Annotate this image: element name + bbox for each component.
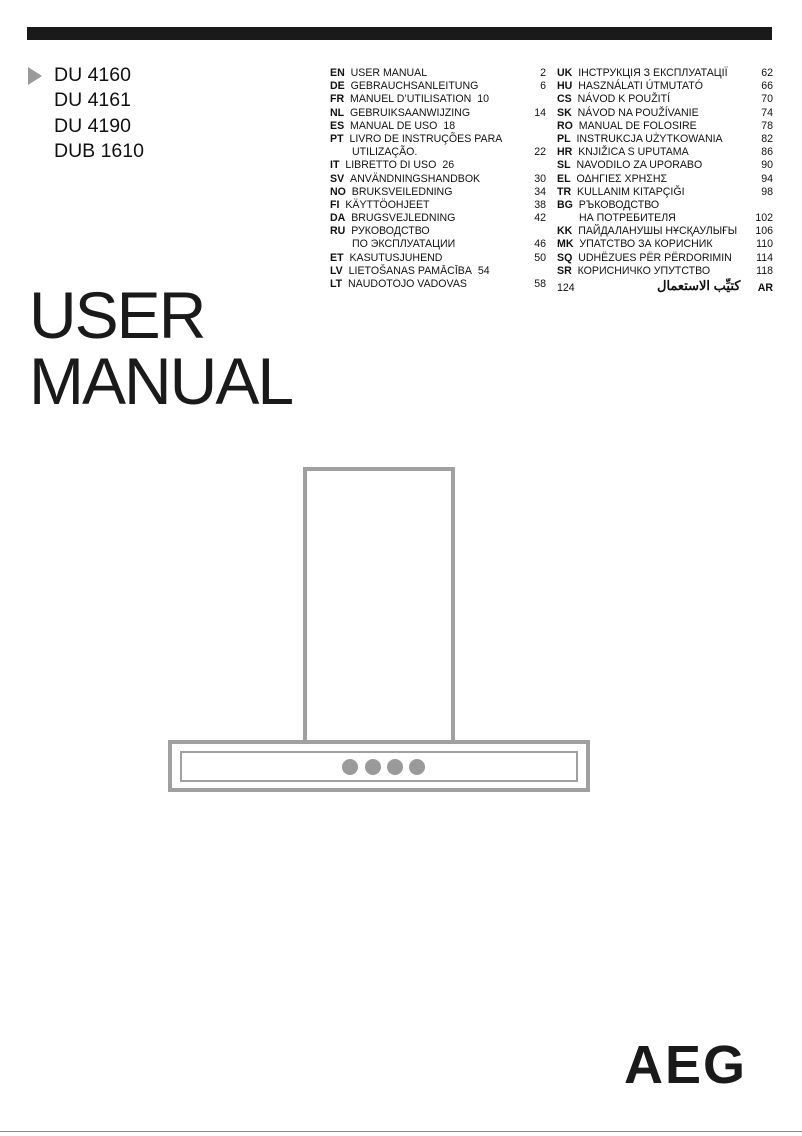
toc-language-code: EN (330, 67, 345, 79)
toc-right-column (557, 67, 773, 294)
toc-page-number: 58 (534, 278, 546, 291)
toc-entry (330, 107, 546, 120)
toc-entry (557, 252, 773, 265)
toc-page-number: 6 (540, 80, 546, 93)
toc-language-code: SK (557, 106, 572, 119)
toc-title: MANUAL DE FOLOSIRE (578, 119, 697, 132)
toc-language-code: MK (557, 238, 574, 251)
toc-entry (557, 199, 773, 225)
toc-entry (557, 225, 773, 238)
toc-language-code: SR (557, 264, 572, 277)
toc-language-code: ET (330, 251, 344, 264)
toc-page-number: 110 (756, 238, 773, 251)
toc-entry (330, 265, 546, 278)
model-item: DUB 1610 (54, 139, 144, 162)
document-title: USER MANUAL (29, 278, 293, 418)
toc-page-number: 124 (557, 282, 575, 295)
toc-title: HASZNÁLATI ÚTMUTATÓ (578, 80, 703, 93)
toc-title: LIVRO DE INSTRUÇÕES PARA (349, 132, 503, 145)
toc-entry (330, 67, 546, 80)
toc-title: РЪКОВОДСТВО (578, 198, 660, 211)
toc-page-number: 14 (534, 106, 546, 119)
toc-title: GEBRUIKSAANWIJZING (350, 106, 471, 119)
toc-page-number: 22 (534, 146, 546, 159)
toc-language-code: NO (330, 185, 346, 198)
toc-language-code: PT (330, 132, 344, 145)
toc-language-code: SQ (557, 251, 573, 264)
bottom-divider (0, 1131, 802, 1132)
toc-title: NÁVOD NA POUŽÍVANIE (577, 106, 699, 119)
hood-button-icon (342, 759, 358, 775)
toc-entry (557, 80, 773, 93)
toc-language-code: RO (557, 119, 573, 132)
toc-entry (557, 67, 773, 80)
toc-page-number: 30 (534, 172, 546, 185)
toc-title: UDHËZUES PËR PËRDORIMIN (578, 251, 732, 264)
toc-entry (557, 93, 773, 106)
toc-language-code: SL (557, 159, 571, 172)
toc-language-code: BG (557, 198, 573, 211)
toc-language-code: UK (557, 67, 573, 79)
toc-title: GEBRAUCHSANLEITUNG (350, 80, 479, 93)
toc-language-code: EL (557, 172, 571, 185)
toc-title: NAUDOTOJO VADOVAS (348, 278, 467, 291)
toc-page-number: 94 (761, 172, 773, 185)
toc-entry (330, 278, 546, 291)
toc-language-code: CS (557, 93, 572, 106)
toc-entry (330, 199, 546, 212)
toc-title: ПАЙДАЛАНУШЫ НҰСҚАУЛЫҒЫ (578, 225, 738, 238)
toc-entry (330, 225, 546, 251)
toc-title: NAVODILO ZA UPORABO (576, 159, 703, 172)
toc-entry (330, 186, 546, 199)
toc-title-continued: ПО ЭКСПЛУАТАЦИИ (352, 238, 456, 251)
toc-language-code: DE (330, 80, 345, 93)
toc-title: ІНСТРУКЦІЯ З ЕКСПЛУАТАЦІЇ (578, 67, 728, 79)
toc-page-number: 46 (534, 238, 546, 251)
model-item: DU 4161 (54, 89, 131, 112)
hood-button-icon (365, 759, 381, 775)
toc-title: BRUGSVEJLEDNING (351, 212, 456, 225)
toc-language-code: PL (557, 132, 571, 145)
model-item: DU 4190 (54, 114, 131, 137)
toc-page-number: 82 (761, 132, 773, 145)
toc-title: MANUAL DE USO (350, 119, 438, 132)
toc-page-number: 66 (761, 80, 773, 93)
toc-page-number: 90 (761, 159, 773, 172)
toc-page-number: 42 (534, 212, 546, 225)
toc-language-code: LT (330, 278, 343, 291)
toc-entry (330, 80, 546, 93)
toc-entry (557, 265, 773, 278)
toc-left-column (330, 67, 546, 291)
toc-page-number: 102 (755, 212, 773, 225)
toc-entry (330, 159, 546, 172)
toc-title: كتيِّب الاستعمال (657, 278, 741, 294)
toc-entry (557, 133, 773, 146)
toc-page-number: 74 (761, 106, 773, 119)
toc-page-number: 2 (540, 67, 546, 79)
model-list (27, 63, 144, 164)
toc-language-code: FR (330, 93, 345, 106)
toc-entry (330, 252, 546, 265)
toc-page-number: 10 (477, 93, 490, 106)
toc-page-number: 98 (761, 185, 773, 198)
toc-page-number: 34 (534, 185, 546, 198)
toc-page-number: 26 (442, 159, 455, 172)
hood-button-icon (387, 759, 403, 775)
toc-page-number: 86 (761, 146, 773, 159)
toc-entry (557, 173, 773, 186)
toc-title: KÄYTTÖOHJEET (345, 198, 430, 211)
hood-chimney-illustration (303, 467, 455, 745)
top-bar (27, 27, 772, 40)
toc-language-code: TR (557, 185, 572, 198)
toc-entry (557, 186, 773, 199)
toc-page-number: 54 (477, 264, 490, 277)
toc-language-code: AR (757, 282, 773, 295)
toc-language-code: HR (557, 146, 573, 159)
toc-title: УПАТСТВО ЗА КОРИСНИК (579, 238, 713, 251)
toc-title: USER MANUAL (350, 67, 428, 79)
toc-language-code: LV (330, 264, 343, 277)
toc-language-code: NL (330, 106, 345, 119)
toc-title: BRUKSVEILEDNING (351, 185, 453, 198)
play-arrow-icon (28, 67, 42, 85)
toc-page-number: 62 (761, 67, 773, 79)
toc-language-code: FI (330, 198, 340, 211)
toc-entry (557, 238, 773, 251)
toc-entry (330, 93, 546, 106)
toc-entry (557, 120, 773, 133)
aeg-logo: AEG (624, 1035, 748, 1095)
hood-button-icon (409, 759, 425, 775)
toc-language-code: SV (330, 172, 345, 185)
toc-entry (557, 159, 773, 172)
toc-page-number: 106 (755, 225, 773, 238)
toc-entry (330, 173, 546, 186)
toc-title: РУКОВОДСТВО (351, 225, 430, 238)
toc-language-code: RU (330, 225, 346, 238)
toc-language-code: DA (330, 212, 346, 225)
toc-title-continued: НА ПОТРЕБИТЕЛЯ (579, 212, 676, 225)
toc-title: KASUTUSJUHEND (349, 251, 443, 264)
toc-title: LIETOŠANAS PAMĀCĪBA (348, 264, 472, 277)
toc-language-code: IT (330, 159, 340, 172)
toc-entry (557, 146, 773, 159)
toc-title: КОРИСНИЧКО УПУТСТВО (577, 264, 711, 277)
toc-entry (330, 212, 546, 225)
toc-title: ANVÄNDNINGSHANDBOK (350, 172, 481, 185)
toc-title: KULLANIM KITAPÇIĞI (577, 185, 685, 198)
toc-page-number: 50 (534, 251, 546, 264)
toc-page-number: 114 (756, 251, 773, 264)
toc-entry (330, 120, 546, 133)
toc-title-continued: UTILIZAÇÃO. (352, 146, 418, 159)
toc-title: LIBRETTO DI USO (345, 159, 437, 172)
toc-page-number: 38 (534, 198, 546, 211)
toc-page-number: 70 (761, 93, 773, 106)
toc-title: INSTRUKCJA UŻYTKOWANIA (576, 132, 723, 145)
toc-title: NÁVOD K POUŽITÍ (577, 93, 671, 106)
toc-entry-arabic (557, 278, 773, 294)
toc-title: MANUEL D’UTILISATION (350, 93, 472, 106)
toc-title: ΟΔΗΓΙΕΣ ΧΡΗΣΗΣ (576, 172, 668, 185)
toc-page-number: 18 (443, 119, 456, 132)
toc-language-code: KK (557, 225, 573, 238)
toc-language-code: HU (557, 80, 573, 93)
toc-entry (557, 107, 773, 120)
model-item: DU 4160 (27, 63, 144, 88)
toc-page-number: 118 (756, 264, 773, 277)
toc-language-code: ES (330, 119, 345, 132)
toc-entry (330, 133, 546, 159)
toc-page-number: 78 (761, 119, 773, 132)
toc-title: KNJIŽICA S UPUTAMA (578, 146, 689, 159)
